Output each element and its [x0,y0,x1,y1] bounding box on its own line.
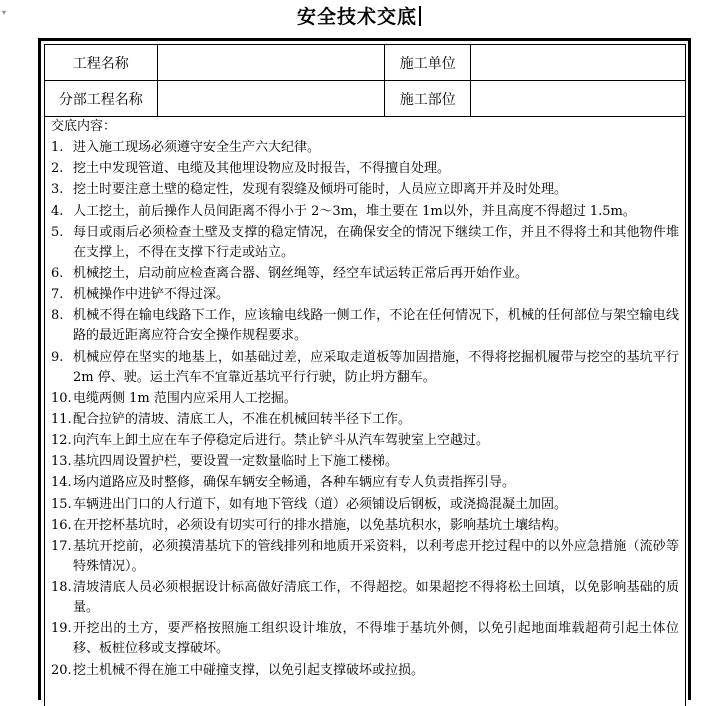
list-item [51,661,679,681]
list-item-text: 机械应停在坚实的地基上，如基础过差，应采取走道板等加固措施，不得将挖掘机履带与挖空的基坑平行 2m 停、驶。运土汽车不宜靠近基坑平行行驶，防止坍方翻车。 [73,349,679,385]
list-item [51,138,679,158]
list-item-text: 进入施工现场必须遵守安全生产六大纪律。 [73,140,321,155]
list-item [51,473,679,493]
list-item-number: 9. [51,349,64,365]
list-item [51,410,679,430]
list-item [51,285,679,305]
subproject-name-label: 分部工程名称 [45,81,158,117]
list-item [51,159,679,179]
list-item-text: 机械操作中进铲不得过深。 [73,287,230,303]
list-item-text: 机械挖土，启动前应检查离合器、钢丝绳等，经空车试运转正常后再开始作业。 [73,265,529,281]
list-item-text: 向汽车上卸土应在车子停稳定后进行。禁止铲斗从汽车驾驶室上空越过。 [73,433,490,449]
corner-marker: ▾ [2,8,7,17]
list-item-number: 3. [51,182,64,198]
list-item-number: 5. [51,224,64,240]
list-item-text: 车辆进出门口的人行道下，如有地下管线（道）必须铺设后钢板，或浇捣混凝土加固。 [73,496,568,512]
list-item-number: 19. [51,621,72,637]
list-item-text: 清坡清底人员必须根据设计标高做好清底工作，不得超挖。如果超挖不得将松土回填，以免影响基础的质量。 [73,580,679,616]
content-area[interactable] [44,116,686,706]
instruction-list [51,138,679,682]
list-item [51,537,679,577]
list-item-text: 挖土中发现管道、电缆及其他埋设物应及时报告，不得擅自处理。 [73,161,451,177]
list-item-number: 15. [51,496,72,512]
list-item [51,264,679,284]
list-item-text: 开挖出的土方，要严格按照施工组织设计堆放，不得堆于基坑外侧，以免引起地面堆载超荷引起土体位移、板桩位移或支撑破坏。 [73,621,679,657]
project-name-label: 工程名称 [45,45,158,81]
document-title [0,0,718,34]
list-item-text: 配合拉铲的清坡、清底工人，不准在机械回转半径下工作。 [73,411,412,427]
list-item-text: 挖土机械不得在施工中碰撞支撑，以免引起支撑破坏或拉损。 [73,662,425,678]
list-item [51,495,679,515]
content-label: 交底内容： [51,119,117,134]
list-item-number: 1. [51,140,64,155]
list-item [51,619,679,659]
list-item-text: 人工挖土，前后操作人员间距离不得小于 2～3m，堆土要在 1m以外，并且高度不得超过 1.5m。 [73,203,636,219]
list-item-text: 在开挖杯基坑时，必须设有切实可行的排水措施，以免基坑积水，影响基坑土壤结构。 [73,517,568,533]
construction-location-value[interactable] [471,81,686,117]
list-item [51,516,679,536]
list-item-number: 10. [51,390,72,406]
list-item [51,389,679,409]
list-item-number: 4. [51,203,64,219]
list-item-number: 16. [51,517,72,533]
header-row-project [45,45,686,81]
list-item-text: 场内道路应及时整修，确保车辆安全畅通，各种车辆应有专人负责指挥引导。 [73,475,516,491]
list-item-number: 12. [51,433,72,449]
list-item-number: 13. [51,454,72,470]
list-item [51,348,679,388]
header-row-subproject [45,81,686,117]
list-item [51,431,679,451]
list-item [51,202,679,222]
list-item-number: 14. [51,475,72,491]
list-item [51,180,679,200]
list-item-number: 6. [51,265,64,281]
list-item-text: 基坑四周设置护栏，要设置一定数量临时上下施工楼梯。 [73,454,399,470]
list-item [51,306,679,346]
list-item-text: 基坑开挖前，必须摸清基坑下的管线排列和地质开采资料，以利考虑开挖过程中的以外应急措施（流砂等特殊情况）。 [73,539,679,574]
list-item-number: 8. [51,308,64,324]
list-item-text: 挖土时要注意土壁的稳定性，发现有裂缝及倾坍可能时，人员应立即离开并及时处理。 [73,182,568,198]
construction-unit-value[interactable] [471,45,686,81]
list-item-number: 20. [51,662,72,678]
list-item-number: 17. [51,539,72,554]
construction-location-label: 施工部位 [385,81,471,117]
list-item-number: 7. [51,287,64,303]
list-item [51,578,679,618]
document-title-text: 安全技术交底 [296,6,417,28]
list-item-number: 2. [51,161,64,177]
list-item-text: 机械不得在输电线路下工作，应该输电线路一侧工作，不论在任何情况下，机械的任何部位与架空输电线路的最近距离应符合安全操作规程要求。 [73,308,679,344]
construction-unit-label: 施工单位 [385,45,471,81]
list-item-text: 电缆两侧 1m 范围内应采用人工挖掘。 [73,390,297,406]
list-item-number: 18. [51,580,72,596]
text-cursor [419,6,421,26]
list-item [51,223,679,263]
subproject-name-value[interactable] [157,81,385,117]
list-item-number: 11. [51,411,72,427]
list-item-text: 每日或雨后必须检查土壁及支撑的稳定情况，在确保安全的情况下继续工作，并且不得将土和其他物件堆在支撑上，不得在支撑下行走或站立。 [73,224,679,260]
header-table [44,44,686,117]
project-name-value[interactable] [157,45,385,81]
list-item [51,452,679,472]
